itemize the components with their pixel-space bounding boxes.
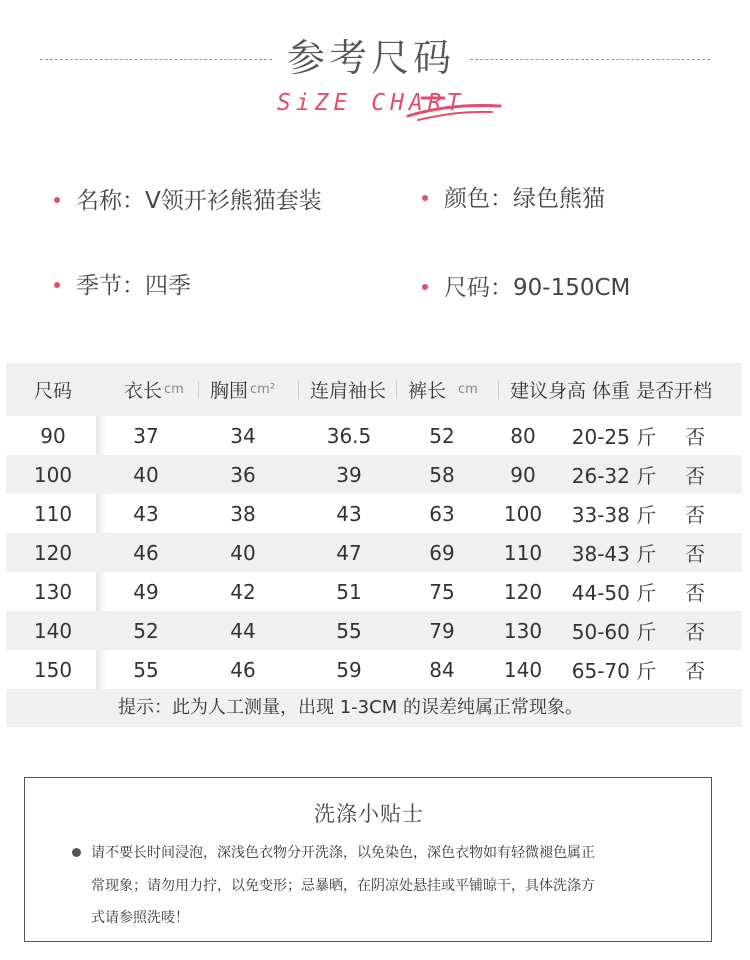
cell-open-crotch: 否 [685,659,705,683]
cell-height: 110 [503,540,543,565]
cell-open-crotch: 否 [685,620,705,644]
dashed-divider-right [470,59,710,60]
table-row [6,533,742,572]
cell-sleeve: 43 [336,501,362,526]
cell-chest: 46 [230,657,256,682]
cell-pants: 63 [429,501,455,526]
dashed-divider-left [40,59,272,60]
cell-open-crotch: 否 [685,425,705,449]
table-row [6,611,742,650]
washing-tip-line: 请不要长时间浸泡，深浅色衣物分开洗涤，以免染色，深色衣物如有轻微褪色属正 [91,845,595,861]
cell-pants: 79 [429,618,455,643]
header-separator [198,381,199,399]
cell-open-crotch: 否 [685,581,705,605]
cell-length: 37 [133,423,159,448]
cell-size: 120 [33,540,73,565]
bullet-dot-icon [422,195,428,201]
cell-open-crotch: 否 [685,464,705,488]
cell-sleeve: 59 [336,657,362,682]
table-header-row [6,363,742,416]
table-row [6,494,742,533]
page-title: 参考尺码 [286,36,455,80]
cell-chest: 38 [230,501,256,526]
cell-height: 140 [503,657,543,682]
cell-pants: 52 [429,423,455,448]
washing-tips-title: 洗涤小贴士 [314,802,424,826]
washing-tip-line: 常现象；请勿用力拧，以免变形；忌暴晒，在阴凉处悬挂或平铺晾干，具体洗涤方 [91,878,595,894]
cell-size: 90 [40,423,66,448]
cell-sleeve: 36.5 [326,423,372,448]
cell-height: 90 [510,462,536,487]
info-color: 颜色：绿色熊猫 [422,184,605,214]
cell-size: 130 [33,579,73,604]
cell-chest: 36 [230,462,256,487]
washing-tip-line: 式请参照洗唛！ [91,910,189,926]
header [0,0,750,140]
table-row [6,650,742,689]
cell-size: 110 [33,501,73,526]
header-sleeve: 连肩袖长 [309,380,386,402]
table-tip-row [6,689,742,727]
cell-sleeve: 47 [336,540,362,565]
cell-length: 55 [133,657,159,682]
size-table [6,363,742,727]
cell-chest: 40 [230,540,256,565]
cell-pants: 58 [429,462,455,487]
cell-length: 46 [133,540,159,565]
brush-swoosh-icon [404,94,504,124]
cell-size: 150 [33,657,73,682]
cell-chest: 34 [230,423,256,448]
cell-length: 49 [133,579,159,604]
cell-weight: 44-50 斤 [571,581,657,605]
cell-open-crotch: 否 [685,542,705,566]
header-length: 衣长 cm [124,380,184,402]
cell-height: 100 [503,501,543,526]
header-separator [298,381,299,399]
page-subtitle: SiZE CHART [277,90,466,116]
cell-height: 80 [510,423,536,448]
cell-chest: 42 [230,579,256,604]
cell-sleeve: 55 [336,618,362,643]
cell-chest: 44 [230,618,256,643]
header-height-weight-open: 建议身高 体重 是否开档 [510,380,713,402]
header-pants: 裤长 cm [408,380,478,402]
bullet-dot-icon [72,848,81,857]
header-size: 尺码 [33,380,72,402]
cell-open-crotch: 否 [685,503,705,527]
cell-sleeve: 39 [336,462,362,487]
washing-tips-box [24,777,712,942]
cell-weight: 20-25 斤 [571,425,657,449]
cell-pants: 84 [429,657,455,682]
cell-weight: 65-70 斤 [571,659,657,683]
cell-length: 40 [133,462,159,487]
header-chest: 胸围 cm² [210,380,276,402]
cell-sleeve: 51 [336,579,362,604]
table-row [6,572,742,611]
table-row [6,455,742,494]
cell-size: 140 [33,618,73,643]
measurement-tip [6,689,742,727]
table-row [6,416,742,455]
info-name: 名称：V领开衫熊猫套装 [54,186,322,216]
cell-length: 43 [133,501,159,526]
header-separator [498,381,499,399]
cell-height: 120 [503,579,543,604]
measurement-tip-text: 提示：此为人工测量，出现 1-3CM 的误差纯属正常现象。 [118,697,583,718]
bullet-dot-icon [54,282,60,288]
cell-height: 130 [503,618,543,643]
cell-pants: 69 [429,540,455,565]
cell-pants: 75 [429,579,455,604]
cell-size: 100 [33,462,73,487]
header-separator [396,381,397,399]
cell-weight: 33-38 斤 [571,503,657,527]
cell-weight: 26-32 斤 [571,464,657,488]
cell-length: 52 [133,618,159,643]
info-size: 尺码：90-150CM [422,273,630,303]
cell-weight: 50-60 斤 [571,620,657,644]
cell-weight: 38-43 斤 [571,542,657,566]
info-season: 季节：四季 [54,271,191,301]
bullet-dot-icon [422,284,428,290]
bullet-dot-icon [54,197,60,203]
